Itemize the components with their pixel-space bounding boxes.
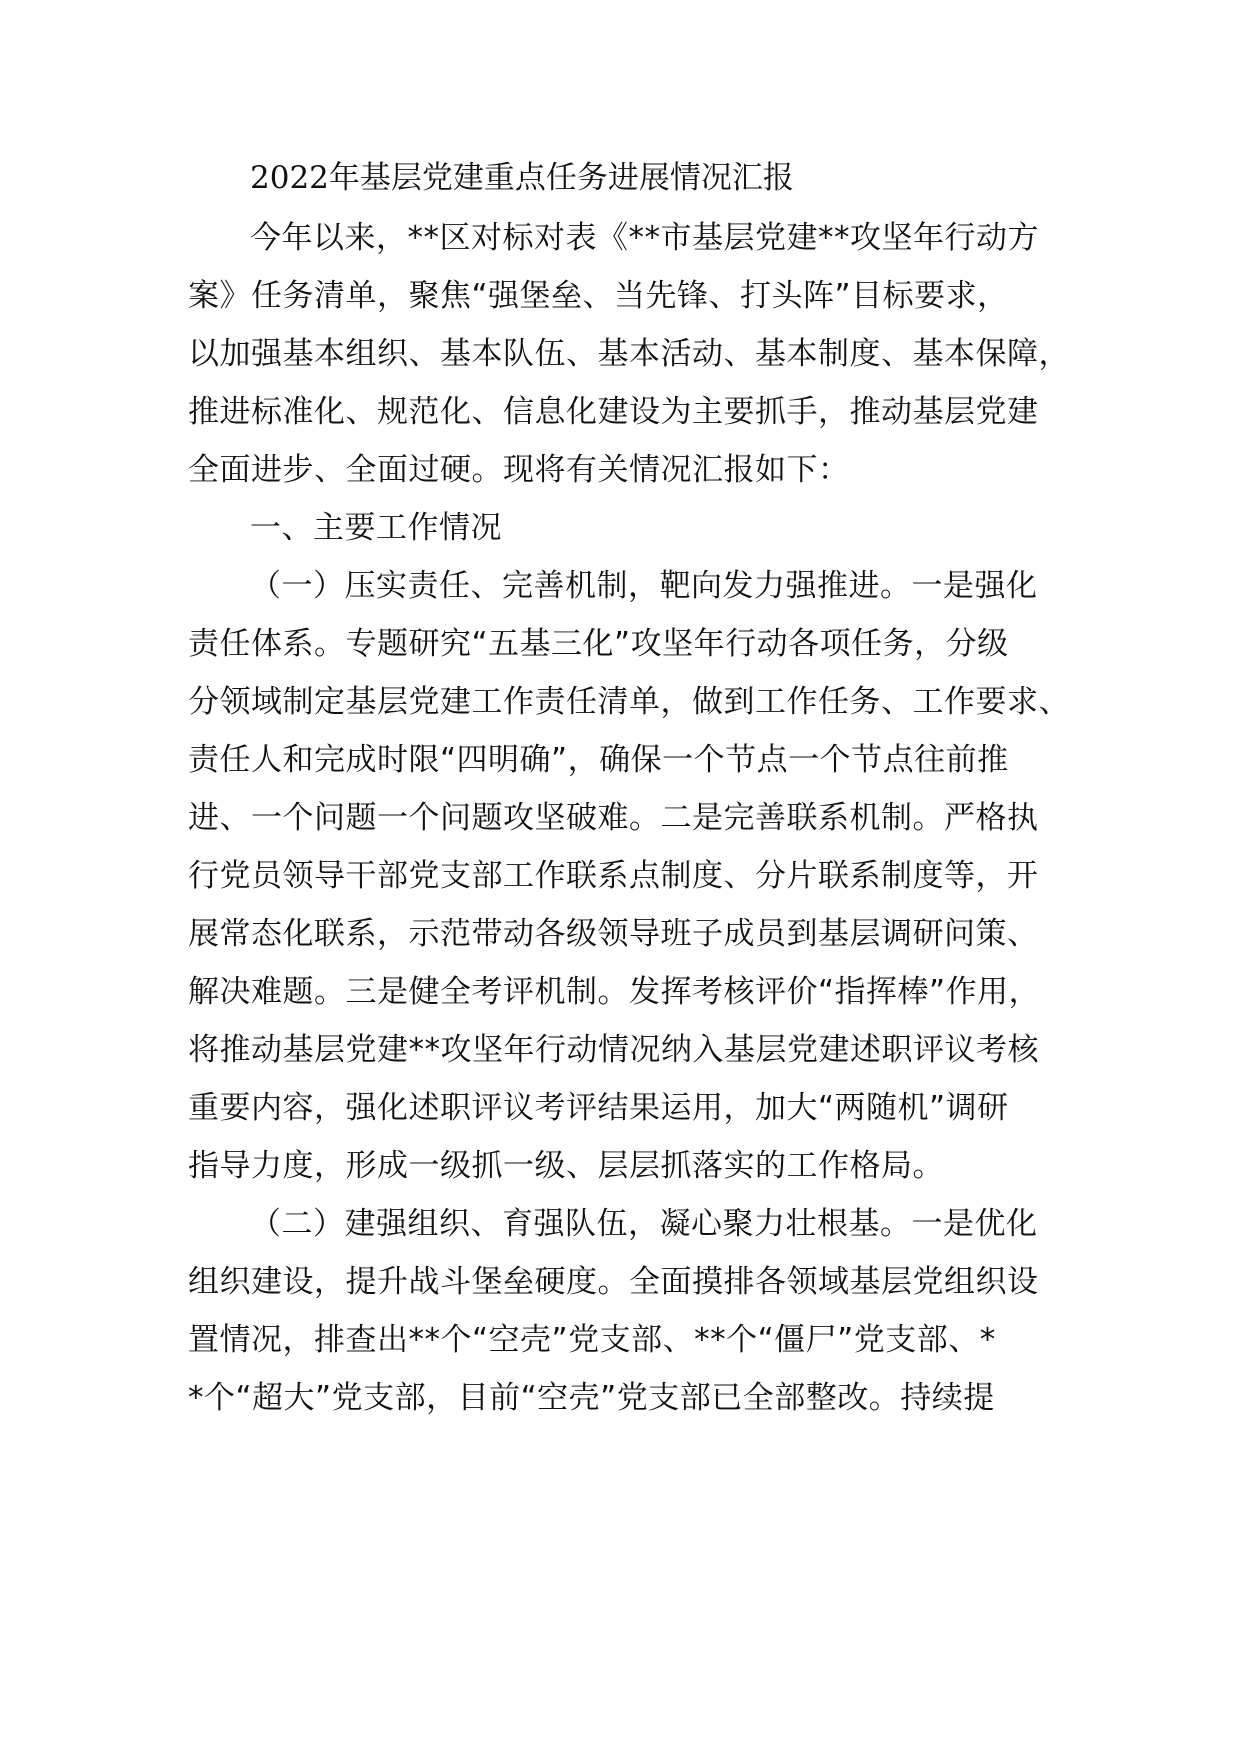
paragraph-line: 组织建设，提升战斗堡垒硬度。全面摸排各领域基层党组织设 xyxy=(188,1264,1039,1300)
paragraph-line: 进、一个问题一个问题攻坚破难。二是完善联系机制。严格执 xyxy=(188,800,1039,836)
subsection-heading-line: （一）压实责任、完善机制，靶向发力强推进。一是强化 xyxy=(250,568,1038,604)
paragraph-line: 指导力度，形成一级抓一级、层层抓落实的工作格局。 xyxy=(188,1148,944,1184)
paragraph-line: 今年以来，**区对标对表《**市基层党建**攻坚年行动方 xyxy=(250,220,1039,256)
paragraph-line: 展常态化联系，示范带动各级领导班子成员到基层调研问策、 xyxy=(188,916,1039,952)
paragraph-line: 将推动基层党建**攻坚年行动情况纳入基层党建述职评议考核 xyxy=(188,1032,1039,1068)
paragraph-line: 以加强基本组织、基本队伍、基本活动、基本制度、基本保障， xyxy=(188,336,1070,372)
paragraph-line: 全面进步、全面过硬。现将有关情况汇报如下： xyxy=(188,452,850,488)
document-title: 2022年基层党建重点任务进展情况汇报 xyxy=(250,160,794,196)
paragraph-line: 案》任务清单，聚焦“强堡垒、当先锋、打头阵”目标要求， xyxy=(188,278,1009,314)
paragraph-line: 解决难题。三是健全考评机制。发挥考核评价“指挥棒”作用， xyxy=(188,974,1041,1010)
paragraph-line: 推进标准化、规范化、信息化建设为主要抓手，推动基层党建 xyxy=(188,394,1039,430)
subsection-heading-line: （二）建强组织、育强队伍，凝心聚力壮根基。一是优化 xyxy=(250,1206,1038,1242)
paragraph-line: 行党员领导干部党支部工作联系点制度、分片联系制度等，开 xyxy=(188,858,1039,894)
paragraph-line: *个“超大”党支部，目前“空壳”党支部已全部整改。持续提 xyxy=(188,1380,995,1416)
section-heading: 一、主要工作情况 xyxy=(250,510,502,546)
paragraph-line: 置情况，排查出**个“空壳”党支部、**个“僵尸”党支部、* xyxy=(188,1322,996,1358)
paragraph-line: 责任人和完成时限“四明确”，确保一个节点一个节点往前推 xyxy=(188,742,1009,778)
paragraph-line: 责任体系。专题研究“五基三化”攻坚年行动各项任务，分级 xyxy=(188,626,1009,662)
paragraph-line: 重要内容，强化述职评议考评结果运用，加大“两随机”调研 xyxy=(188,1090,1009,1126)
paragraph-line: 分领域制定基层党建工作责任清单，做到工作任务、工作要求、 xyxy=(188,684,1070,720)
